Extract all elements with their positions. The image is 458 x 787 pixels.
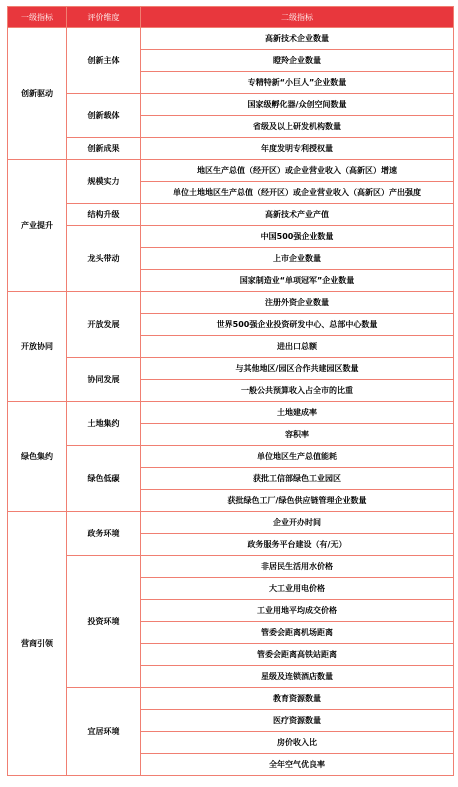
table-row [8, 204, 454, 226]
level2-indicator-cell: 管委会距离机场距离 [141, 622, 454, 644]
table-row [8, 226, 454, 248]
level2-indicator-cell: 中国500强企业数量 [141, 226, 454, 248]
level2-indicator-cell: 地区生产总值（经开区）或企业营业收入（高新区）增速 [141, 160, 454, 182]
table-row [8, 138, 454, 160]
level2-indicator-cell: 瞪羚企业数量 [141, 50, 454, 72]
table-row [8, 292, 454, 314]
level2-indicator-cell: 高新技术企业数量 [141, 28, 454, 50]
level2-indicator-cell: 上市企业数量 [141, 248, 454, 270]
dimension-cell: 创新成果 [67, 138, 141, 160]
level2-indicator-cell: 与其他地区/园区合作共建园区数量 [141, 358, 454, 380]
level1-indicator-cell: 开放协同 [8, 292, 67, 402]
dimension-cell: 结构升级 [67, 204, 141, 226]
level2-indicator-cell: 工业用地平均成交价格 [141, 600, 454, 622]
header-dimension: 评价维度 [67, 7, 141, 28]
table-row [8, 446, 454, 468]
level2-indicator-cell: 容积率 [141, 424, 454, 446]
dimension-cell: 绿色低碳 [67, 446, 141, 512]
level2-indicator-cell: 土地建成率 [141, 402, 454, 424]
level2-indicator-cell: 房价收入比 [141, 732, 454, 754]
table-row [8, 28, 454, 50]
level2-indicator-cell: 进出口总额 [141, 336, 454, 358]
indicator-table-container [7, 6, 453, 776]
level2-indicator-cell: 高新技术产业产值 [141, 204, 454, 226]
level2-indicator-cell: 世界500强企业投资研发中心、总部中心数量 [141, 314, 454, 336]
level2-indicator-cell: 管委会距离高铁站距离 [141, 644, 454, 666]
header-level1: 一级指标 [8, 7, 67, 28]
table-row [8, 556, 454, 578]
level2-indicator-cell: 医疗资源数量 [141, 710, 454, 732]
level2-indicator-cell: 国家级孵化器/众创空间数量 [141, 94, 454, 116]
level2-indicator-cell: 全年空气优良率 [141, 754, 454, 776]
level2-indicator-cell: 获批工信部绿色工业园区 [141, 468, 454, 490]
level2-indicator-cell: 注册外资企业数量 [141, 292, 454, 314]
dimension-cell: 协同发展 [67, 358, 141, 402]
table-row [8, 402, 454, 424]
level2-indicator-cell: 国家制造业“单项冠军”企业数量 [141, 270, 454, 292]
level1-indicator-cell: 营商引领 [8, 512, 67, 776]
level2-indicator-cell: 星级及连锁酒店数量 [141, 666, 454, 688]
table-row [8, 94, 454, 116]
level2-indicator-cell: 企业开办时间 [141, 512, 454, 534]
dimension-cell: 政务环境 [67, 512, 141, 556]
table-row [8, 160, 454, 182]
table-body [8, 28, 454, 776]
level2-indicator-cell: 一般公共预算收入占全市的比重 [141, 380, 454, 402]
dimension-cell: 投资环境 [67, 556, 141, 688]
dimension-cell: 规模实力 [67, 160, 141, 204]
table-row [8, 358, 454, 380]
dimension-cell: 龙头带动 [67, 226, 141, 292]
indicator-table [7, 6, 454, 776]
level2-indicator-cell: 非居民生活用水价格 [141, 556, 454, 578]
level1-indicator-cell: 创新驱动 [8, 28, 67, 160]
level1-indicator-cell: 绿色集约 [8, 402, 67, 512]
dimension-cell: 宜居环境 [67, 688, 141, 776]
level2-indicator-cell: 年度发明专利授权量 [141, 138, 454, 160]
level2-indicator-cell: 省级及以上研发机构数量 [141, 116, 454, 138]
dimension-cell: 开放发展 [67, 292, 141, 358]
level2-indicator-cell: 单位地区生产总值能耗 [141, 446, 454, 468]
table-header-row [8, 7, 454, 28]
dimension-cell: 创新载体 [67, 94, 141, 138]
level2-indicator-cell: 单位土地地区生产总值（经开区）或企业营业收入（高新区）产出强度 [141, 182, 454, 204]
level2-indicator-cell: 专精特新“小巨人”企业数量 [141, 72, 454, 94]
level1-indicator-cell: 产业提升 [8, 160, 67, 292]
dimension-cell: 创新主体 [67, 28, 141, 94]
level2-indicator-cell: 政务服务平台建设（有/无） [141, 534, 454, 556]
level2-indicator-cell: 教育资源数量 [141, 688, 454, 710]
level2-indicator-cell: 获批绿色工厂/绿色供应链管理企业数量 [141, 490, 454, 512]
table-row [8, 688, 454, 710]
header-level2: 二级指标 [141, 7, 454, 28]
table-row [8, 512, 454, 534]
level2-indicator-cell: 大工业用电价格 [141, 578, 454, 600]
dimension-cell: 土地集约 [67, 402, 141, 446]
